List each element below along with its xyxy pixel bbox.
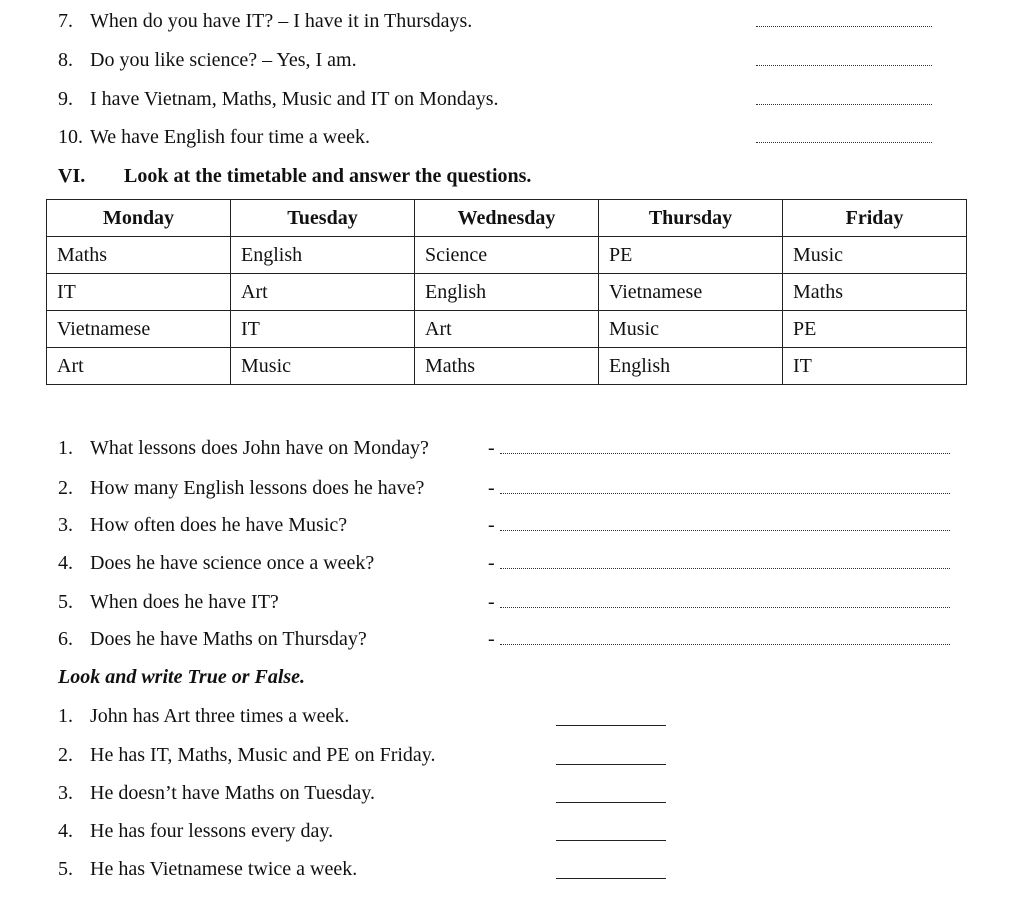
table-cell: Maths (47, 237, 231, 274)
question-item (0, 511, 1024, 539)
item-number: 4. (58, 820, 73, 842)
answer-blank[interactable] (556, 830, 666, 841)
item-text: He doesn’t have Maths on Tuesday. (90, 782, 375, 804)
question-number: 5. (58, 591, 73, 613)
item-text: He has four lessons every day. (90, 820, 334, 842)
table-cell: Vietnamese (47, 311, 231, 348)
correction-item (0, 123, 1024, 151)
item-number: 3. (58, 782, 73, 804)
question-number: 1. (58, 437, 73, 459)
table-row (47, 348, 967, 385)
answer-dash: - (488, 628, 495, 650)
question-item (0, 549, 1024, 577)
question-number: 2. (58, 477, 73, 499)
answer-line[interactable] (756, 16, 932, 27)
table-row (47, 311, 967, 348)
header-monday: Monday (47, 200, 231, 237)
correction-item (0, 7, 1024, 35)
answer-dash: - (488, 477, 495, 499)
answer-line[interactable] (756, 55, 932, 66)
answer-blank[interactable] (556, 715, 666, 726)
item-number: 9. (58, 88, 73, 110)
question-item (0, 588, 1024, 616)
table-row (47, 274, 967, 311)
timetable-header-row (47, 200, 967, 237)
table-cell: Music (599, 311, 783, 348)
table-cell: Science (415, 237, 599, 274)
table-cell: English (599, 348, 783, 385)
true-false-item (0, 741, 1024, 769)
answer-dash: - (488, 552, 495, 574)
table-cell: Art (47, 348, 231, 385)
question-item (0, 474, 1024, 502)
answer-blank[interactable] (556, 868, 666, 879)
item-text: I have Vietnam, Maths, Music and IT on Mondays. (90, 88, 499, 110)
answer-dash: - (488, 591, 495, 613)
answer-line[interactable] (756, 132, 932, 143)
section-number: VI. (58, 165, 86, 187)
header-friday: Friday (783, 200, 967, 237)
table-cell: English (415, 274, 599, 311)
item-text: John has Art three times a week. (90, 705, 350, 727)
item-text: He has IT, Maths, Music and PE on Friday. (90, 744, 436, 766)
answer-line[interactable] (500, 597, 950, 608)
answer-dash: - (488, 437, 495, 459)
answer-line[interactable] (500, 558, 950, 569)
answer-line[interactable] (500, 520, 950, 531)
answer-line[interactable] (756, 94, 932, 105)
table-cell: PE (783, 311, 967, 348)
question-number: 4. (58, 552, 73, 574)
table-cell: Art (415, 311, 599, 348)
item-number: 7. (58, 10, 73, 32)
question-number: 3. (58, 514, 73, 536)
correction-item (0, 85, 1024, 113)
item-text: He has Vietnamese twice a week. (90, 858, 358, 880)
true-false-item (0, 702, 1024, 730)
timetable (46, 199, 967, 385)
table-cell: IT (231, 311, 415, 348)
table-cell: IT (47, 274, 231, 311)
question-text: Does he have Maths on Thursday? (90, 628, 367, 650)
header-thursday: Thursday (599, 200, 783, 237)
header-wednesday: Wednesday (415, 200, 599, 237)
true-false-item (0, 779, 1024, 807)
question-number: 6. (58, 628, 73, 650)
item-number: 2. (58, 744, 73, 766)
question-item (0, 434, 1024, 462)
table-cell: Music (231, 348, 415, 385)
item-text: We have English four time a week. (90, 126, 370, 148)
question-text: How many English lessons does he have? (90, 477, 425, 499)
item-number: 10. (58, 126, 83, 148)
answer-blank[interactable] (556, 754, 666, 765)
question-text: Does he have science once a week? (90, 552, 375, 574)
question-text: How often does he have Music? (90, 514, 348, 536)
question-item (0, 625, 1024, 653)
table-cell: Vietnamese (599, 274, 783, 311)
correction-item (0, 46, 1024, 74)
question-text: What lessons does John have on Monday? (90, 437, 429, 459)
header-tuesday: Tuesday (231, 200, 415, 237)
true-false-heading: Look and write True or False. (58, 666, 306, 688)
table-cell: PE (599, 237, 783, 274)
answer-blank[interactable] (556, 792, 666, 803)
item-text: When do you have IT? – I have it in Thursdays. (90, 10, 473, 32)
table-cell: English (231, 237, 415, 274)
answer-line[interactable] (500, 443, 950, 454)
item-number: 8. (58, 49, 73, 71)
answer-line[interactable] (500, 483, 950, 494)
table-cell: Maths (415, 348, 599, 385)
true-false-item (0, 817, 1024, 845)
table-cell: IT (783, 348, 967, 385)
section-title: Look at the timetable and answer the questions. (124, 165, 532, 187)
question-text: When does he have IT? (90, 591, 279, 613)
table-cell: Art (231, 274, 415, 311)
table-cell: Music (783, 237, 967, 274)
table-cell: Maths (783, 274, 967, 311)
answer-dash: - (488, 514, 495, 536)
table-row (47, 237, 967, 274)
item-number: 5. (58, 858, 73, 880)
item-number: 1. (58, 705, 73, 727)
true-false-item (0, 855, 1024, 883)
item-text: Do you like science? – Yes, I am. (90, 49, 357, 71)
answer-line[interactable] (500, 634, 950, 645)
